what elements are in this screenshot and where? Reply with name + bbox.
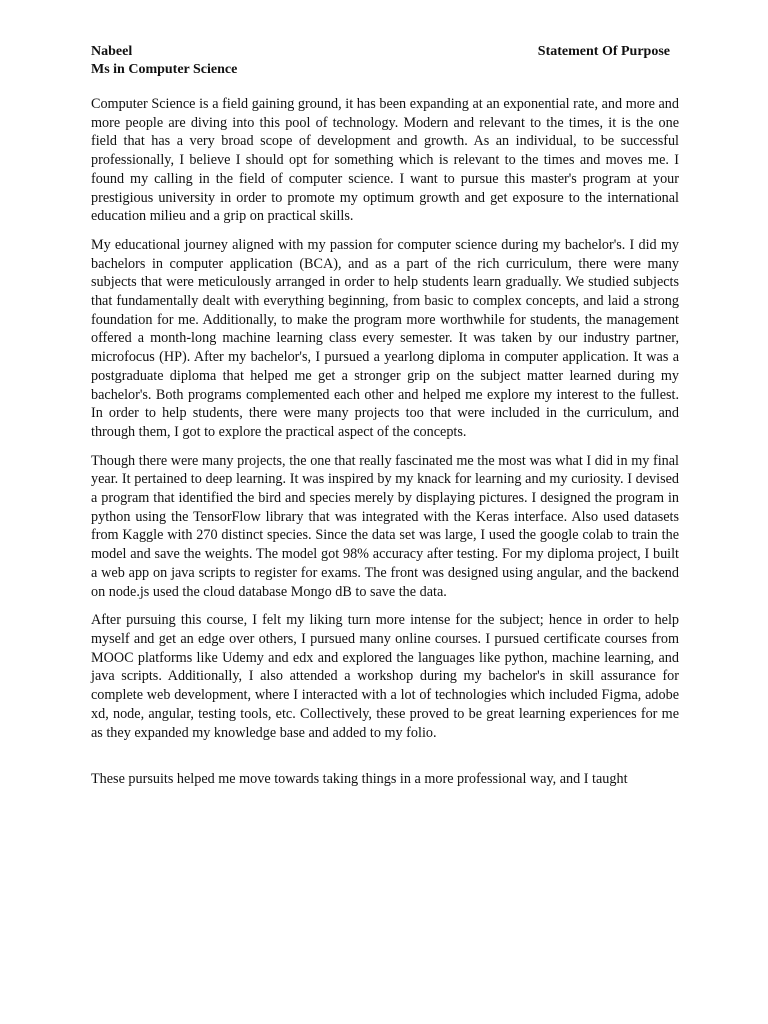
author-name: Nabeel [91, 44, 133, 59]
paragraph-projects: Though there were many projects, the one that really fascinated me the most was what I did in my final year. It pertained to deep learning. It was inspired by my knack for learning and my curiosity. I devised a program that identified the bird and species merely by displaying pictures. I designed the program in python using the TensorFlow library that was integrated with the Keras interface. Also used datasets from Kaggle with 270 distinct species. Since the data set was large, I used the google colab to train the model and save the weights. The model got 98% accuracy after testing. For my diploma project, I built a web app on java scripts to register for exams. The front was designed using angular, and the backend on node.js used the cloud database Mongo dB to save the data. [91, 452, 679, 600]
header-row [91, 43, 679, 61]
paragraph-courses: After pursuing this course, I felt my liking turn more intense for the subject; hence in order to help myself and get an edge over others, I pursued many online courses. I pursued certificate courses from MOOC platforms like Udemy and edx and explored the languages like python, machine learning, and java scripts. Additionally, I also attended a workshop during my bachelor's in skill assurance for complete web development, where I interacted with a lot of technologies which included Figma, adobe xd, node, angular, testing tools, etc. Collectively, these proved to be great learning experiences for me as they expanded my knowledge base and added to my folio. [91, 612, 679, 741]
document-page [91, 43, 679, 799]
document-body [91, 95, 679, 789]
document-header [91, 43, 679, 79]
document-title: Statement Of Purpose [537, 44, 670, 59]
paragraph-pursuits: These pursuits helped me move towards taking things in a more professional way, and I taught [91, 771, 628, 788]
paragraph-education: My educational journey aligned with my passion for computer science during my bachelor's. I did my bachelors in computer application (BCA), and as a part of the rich curriculum, there were many subjects that were meticulously arranged in order to help students learn gradually. We studied subjects that fundamentally dealt with everything beginning, from basic to complex concepts, and laid a strong foundation for me. Additionally, to make the program more worthwhile for students, the management offered a month-long machine learning class every semester. It was taken by our industry partner, microfocus (HP). After my bachelor's, I pursued a yearlong diploma in computer application. It was a postgraduate diploma that helped me get a stronger grip on the subject matter learned during my bachelor's. Both programs complemented each other and helped me explore my interest to the fullest. In order to help students, there were many projects too that were included in the curriculum, and through them, I got to explore the practical aspect of the concepts. [91, 236, 679, 440]
program-name: Ms in Computer Science [91, 62, 238, 77]
paragraph-intro: Computer Science is a field gaining ground, it has been expanding at an exponential rate, and more and more people are diving into this pool of technology. Modern and relevant to the times, it is the one field that has a very broad scope of development and growth. As an individual, to be successful professionally, I believe I should opt for something which is relevant to the times and moves me. I found my calling in the field of computer science. I want to pursue this master's program at your prestigious university in order to promote my optimum growth and get exposure to the international education milieu and a grip on practical skills. [91, 96, 679, 225]
